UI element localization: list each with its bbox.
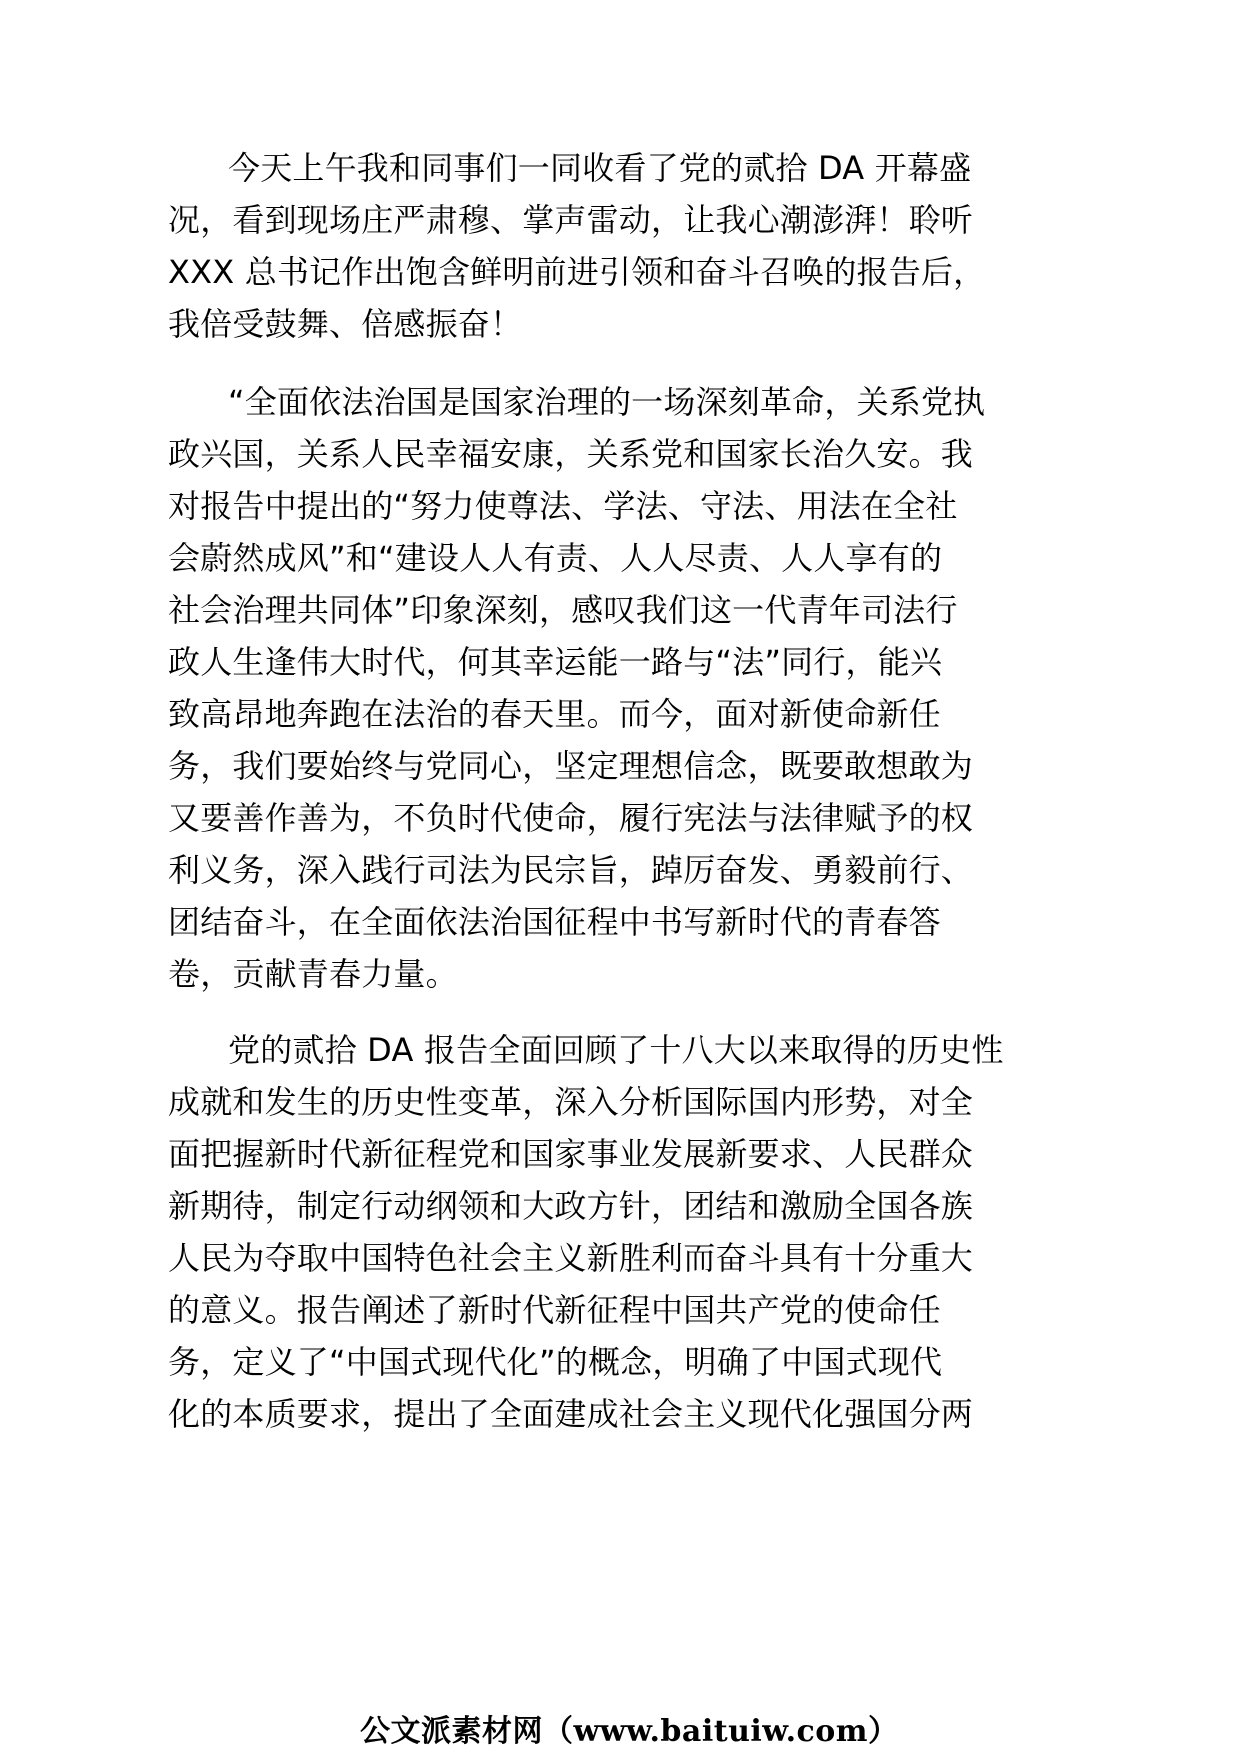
text-line: 况，看到现场庄严肃穆、掌声雷动，让我心潮澎湃！聆听 [168,201,974,239]
text-line: 利义务，深入践行司法为民宗旨，踔厉奋发、勇毅前行、 [168,851,974,889]
footer-source: 公文派素材网（www.baituiw.com） [360,1714,899,1749]
text-line: 政人生逢伟大时代，何其幸运能一路与“法”同行，能兴 [168,643,943,681]
text-line: XXX 总书记作出饱含鲜明前进引领和奋斗召唤的报告后， [168,253,986,291]
text-line: 会蔚然成风”和“建设人人有责、人人尽责、人人享有的 [168,539,943,577]
text-line: 致高昂地奔跑在法治的春天里。而今，面对新使命新任 [168,695,941,733]
text-line: 团结奋斗，在全面依法治国征程中书写新时代的青春答 [168,903,941,941]
text-line: 新期待，制定行动纲领和大政方针，团结和激励全国各族 [168,1187,974,1225]
text-line: 对报告中提出的“努力使尊法、学法、守法、用法在全社 [168,487,958,525]
text-line: 的意义。报告阐述了新时代新征程中国共产党的使命任 [168,1291,941,1329]
text-line: “全面依法治国是国家治理的一场深刻革命，关系党执 [228,383,986,421]
text-line: 人民为夺取中国特色社会主义新胜利而奋斗具有十分重大 [168,1239,974,1277]
text-line: 化的本质要求，提出了全面建成社会主义现代化强国分两 [168,1395,974,1433]
text-line: 卷，贡献青春力量。 [168,955,458,993]
text-line: 又要善作善为，不负时代使命，履行宪法与法律赋予的权 [168,799,974,837]
text-line: 社会治理共同体”印象深刻，感叹我们这一代青年司法行 [168,591,958,629]
text-line: 务，我们要始终与党同心，坚定理想信念，既要敢想敢为 [168,747,974,785]
text-line: 我倍受鼓舞、倍感振奋！ [168,305,523,343]
text-line: 面把握新时代新征程党和国家事业发展新要求、人民群众 [168,1135,974,1173]
text-line: 今天上午我和同事们一同收看了党的贰拾 DA 开幕盛 [228,149,972,187]
text-line: 务，定义了“中国式现代化”的概念，明确了中国式现代 [168,1343,943,1381]
text-line: 政兴国，关系人民幸福安康，关系党和国家长治久安。我 [168,435,974,473]
text-line: 成就和发生的历史性变革，深入分析国际国内形势，对全 [168,1083,974,1121]
text-line: 党的贰拾 DA 报告全面回顾了十八大以来取得的历史性 [228,1031,1004,1069]
